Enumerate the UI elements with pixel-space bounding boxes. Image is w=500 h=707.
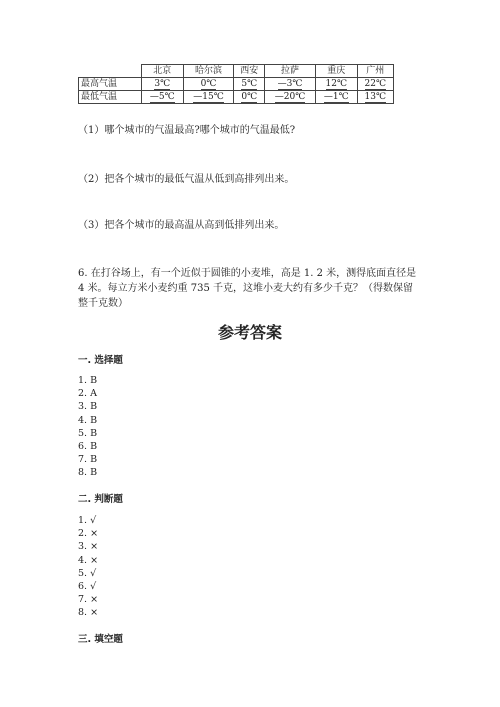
section-heading-choice: 一. 选择题: [78, 355, 123, 366]
list-item: 8. B: [78, 467, 98, 479]
section-heading-fill: 三. 填空题: [78, 634, 123, 645]
table-row-min: [79, 91, 394, 104]
table-cell: [234, 91, 265, 104]
table-row-max: [79, 78, 394, 91]
city-header: 重庆: [316, 65, 358, 78]
temperature-value: —5℃: [149, 92, 175, 102]
table-cell: [265, 78, 316, 91]
list-item: 3. ×: [78, 541, 99, 553]
list-item: 1. √: [78, 515, 97, 526]
section-heading-judgment: 二. 判断题: [78, 494, 123, 505]
city-header: 拉萨: [265, 65, 316, 78]
temperature-table: [78, 64, 394, 104]
list-item: 7. B: [78, 454, 98, 466]
temperature-value: —3℃: [277, 79, 303, 89]
table-cell: [183, 78, 234, 91]
word-problem-6: 6. 在打谷场上，有一个近似于圆锥的小麦堆，高是 1. 2 米，测得底面直径是 4 米。每立方米小麦约重 735 千克，这堆小麦大约有多少千克？（得数保留整千克数）: [78, 268, 417, 309]
answer-list-judgment: [78, 514, 98, 620]
question-1: （1）哪个城市的气温最高?哪个城市的气温最低?: [78, 125, 296, 136]
table-cell: [183, 91, 234, 104]
row-label: 最高气温: [79, 78, 142, 91]
table-cell: [141, 91, 183, 104]
question-2: （2）把各个城市的最低气温从低到高排列出来。: [78, 174, 295, 185]
table-cell: [316, 91, 358, 104]
table-cell: [265, 91, 316, 104]
temperature-value: —20℃: [274, 92, 306, 102]
row-label: 最低气温: [79, 91, 142, 104]
city-header: 哈尔滨: [183, 65, 234, 78]
temperature-value: —1℃: [323, 92, 349, 102]
table-cell: [234, 78, 265, 91]
list-item: 6. √: [78, 580, 97, 592]
temperature-value: 5℃: [241, 79, 258, 89]
list-item: 3. B: [78, 401, 98, 413]
list-item: 4. ×: [78, 554, 99, 566]
list-item: 8. ×: [78, 607, 99, 619]
temperature-value: 0℃: [241, 92, 258, 102]
table-corner-cell: [79, 65, 142, 78]
temperature-value: —15℃: [193, 92, 224, 102]
temperature-value: 12℃: [325, 79, 348, 89]
table-cell: [141, 78, 183, 91]
list-item: 7. ×: [78, 594, 99, 606]
answer-list-choice: [78, 374, 97, 480]
list-item: 2. A: [78, 388, 97, 400]
temperature-value: 0℃: [200, 79, 217, 89]
table-cell: [316, 78, 358, 91]
question-3: （3）把各个城市的最高温从高到低排列出来。: [78, 220, 285, 231]
list-item: 6. B: [78, 440, 98, 452]
table-header-row: [79, 65, 394, 78]
city-header: 广州: [357, 65, 393, 78]
city-header: 北京: [141, 65, 183, 78]
temperature-value: 3℃: [154, 79, 171, 89]
table-cell: [357, 91, 393, 104]
list-item: 1. B: [78, 375, 98, 386]
table-cell: [357, 78, 393, 91]
list-item: 5. √: [78, 567, 97, 579]
temperature-value: 22℃: [364, 79, 387, 89]
temperature-value: 13℃: [364, 92, 387, 102]
city-header: 西安: [234, 65, 265, 78]
answers-title: 参考答案: [217, 323, 282, 342]
list-item: 2. ×: [78, 528, 99, 540]
list-item: 4. B: [78, 414, 98, 426]
list-item: 5. B: [78, 427, 98, 439]
